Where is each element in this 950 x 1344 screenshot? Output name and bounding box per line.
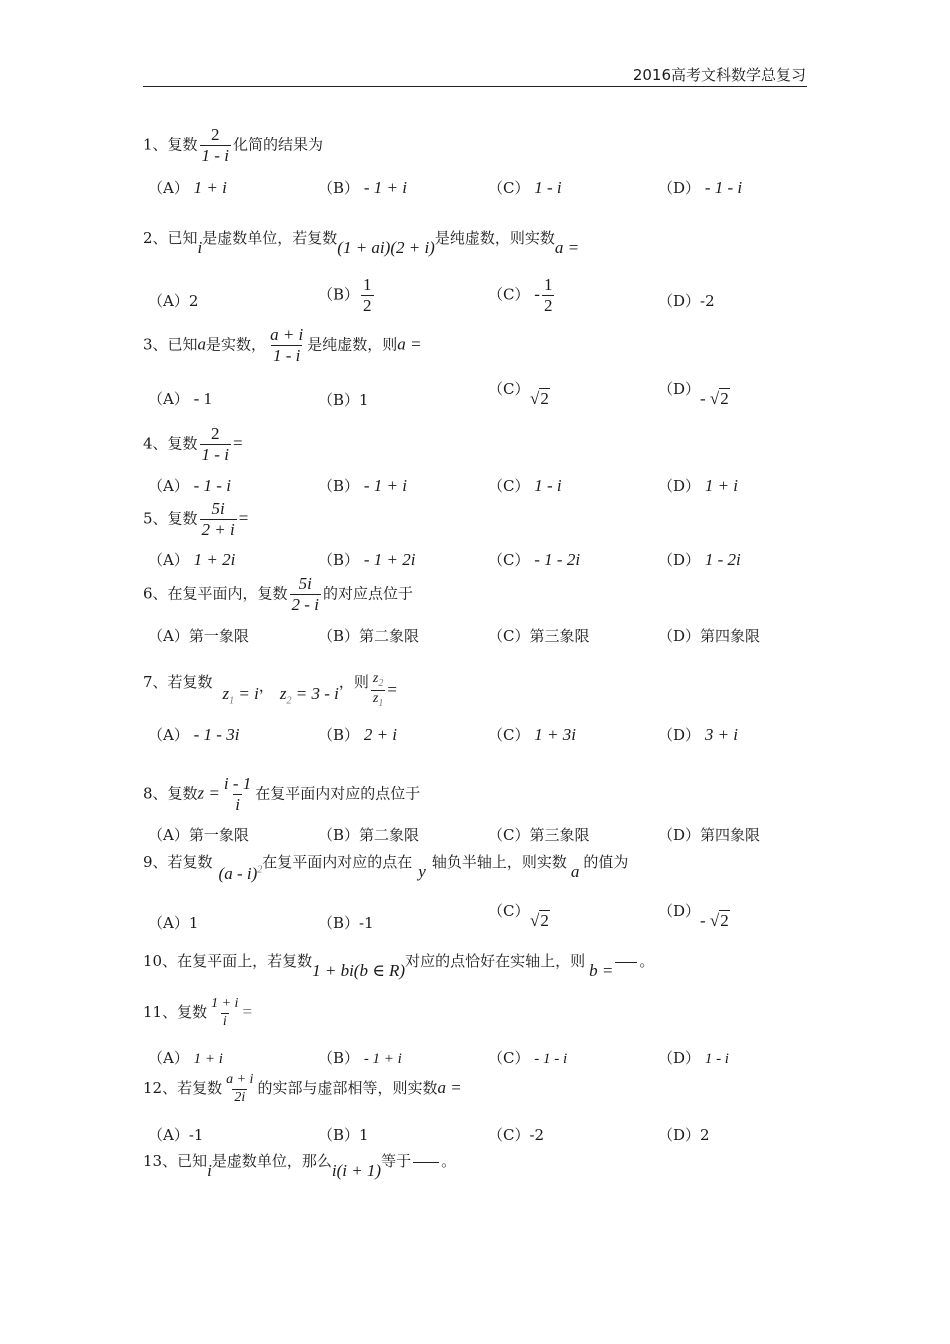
option-letter: （A）	[148, 292, 189, 310]
variable: i	[207, 1161, 212, 1180]
option-letter: （D）	[658, 1126, 701, 1144]
option-a[interactable]	[148, 177, 227, 198]
option-letter: （A）	[148, 390, 189, 408]
z2-expression	[279, 683, 339, 707]
option-c[interactable]	[488, 1047, 567, 1068]
option-c[interactable]	[488, 724, 576, 745]
variable: a	[570, 862, 580, 881]
option-letter: （C）	[488, 380, 530, 398]
option-a[interactable]	[148, 1047, 223, 1068]
option-a[interactable]	[148, 625, 249, 646]
question-1	[143, 126, 323, 165]
math-expression: a =	[397, 334, 422, 354]
variable: z	[372, 671, 379, 686]
option-letter: （C）	[488, 179, 530, 197]
option-value: 第三象限	[529, 826, 590, 844]
denominator: 1 - i	[201, 444, 229, 464]
option-d[interactable]	[658, 1047, 729, 1068]
numerator: a + i	[226, 1072, 254, 1087]
option-a[interactable]	[148, 388, 212, 409]
question-12	[143, 1073, 462, 1105]
question-label: 4、复数	[143, 434, 198, 453]
option-letter: （C）	[488, 551, 530, 569]
subscript: 2	[378, 677, 384, 689]
option-value: 第四象限	[700, 826, 761, 844]
math-expression: (1 + ai)(2 + i)	[337, 238, 435, 257]
fraction	[268, 326, 305, 365]
option-c[interactable]	[488, 378, 529, 399]
fraction	[224, 1073, 255, 1105]
option-value: 1 - i	[534, 178, 562, 197]
equals-sign: =	[238, 508, 249, 528]
option-value: 3 + i	[704, 725, 739, 744]
option-a[interactable]	[148, 1124, 203, 1145]
question-7	[143, 664, 397, 710]
option-a[interactable]	[148, 824, 249, 845]
option-value: - 1 - i	[534, 1051, 568, 1067]
fraction	[290, 575, 321, 614]
minus-sign: -	[534, 284, 540, 304]
question-label: 2、已知	[143, 229, 198, 247]
question-text: 在复平面内对应的点在	[262, 853, 413, 871]
base-expression: (a - i)	[218, 864, 258, 883]
question-label: 1、复数	[143, 135, 198, 154]
option-value: 1 + i	[704, 476, 739, 495]
question-label: 12、若复数	[143, 1079, 223, 1098]
option-value: 1	[188, 914, 199, 932]
question-text: 是实数，	[206, 335, 267, 354]
equals-sign: =	[232, 433, 243, 453]
option-c[interactable]	[488, 549, 580, 570]
math-expression: = 3 - i	[295, 683, 339, 703]
math-expression: b =	[589, 961, 614, 980]
answer-blank[interactable]	[413, 1162, 439, 1163]
fraction	[542, 276, 555, 315]
fraction	[361, 276, 374, 315]
option-letter: （C）	[488, 627, 530, 645]
math-expression: i(i + 1)	[331, 1161, 382, 1180]
option-letter: （D）	[658, 551, 701, 569]
question-label: 5、复数	[143, 509, 198, 528]
numerator: 2	[210, 424, 220, 443]
option-b[interactable]	[318, 549, 415, 570]
math-expression: z =	[197, 783, 220, 803]
denominator: 1 - i	[272, 345, 301, 365]
equals-sign: =	[242, 1002, 253, 1022]
option-letter: （B）	[318, 391, 360, 409]
option-c[interactable]	[488, 824, 590, 845]
equals-sign: =	[387, 679, 397, 699]
denominator: i	[235, 794, 240, 814]
page-header-title: 2016高考文科数学总复习	[632, 66, 806, 84]
option-value: -1	[188, 1126, 204, 1144]
option-letter: （D）	[658, 380, 701, 398]
option-letter: （B）	[318, 1126, 360, 1144]
option-c[interactable]	[488, 1124, 544, 1145]
option-b[interactable]	[318, 1124, 369, 1145]
variable: i	[197, 238, 203, 257]
option-b[interactable]	[318, 912, 374, 933]
question-13	[143, 1150, 457, 1180]
math-expression: = i	[238, 683, 259, 703]
option-letter: （D）	[658, 902, 701, 920]
subscript: 1	[378, 698, 384, 710]
option-b[interactable]	[318, 276, 376, 315]
option-d[interactable]	[658, 290, 715, 311]
fraction	[209, 997, 240, 1029]
option-a[interactable]	[148, 475, 231, 496]
option-value: 1 + 3i	[534, 725, 576, 744]
question-10	[143, 950, 655, 980]
option-letter: （C）	[488, 902, 530, 920]
question-11	[143, 997, 252, 1029]
option-letter: （B）	[318, 285, 360, 304]
question-2	[143, 227, 580, 257]
question-6	[143, 575, 413, 614]
option-letter: （A）	[148, 627, 189, 645]
numerator: 5i	[298, 574, 312, 593]
math-expression	[219, 864, 263, 883]
minus-sign: -	[700, 911, 706, 930]
option-value: 1 - 2i	[704, 550, 741, 569]
option-b[interactable]	[318, 824, 419, 845]
numerator: i - 1	[223, 774, 252, 793]
numerator: 1	[363, 275, 372, 294]
sqrt-expression: √2	[530, 389, 549, 408]
question-label: 10、在复平面上，若复数	[143, 952, 313, 970]
option-value: - 1 - 2i	[534, 550, 581, 569]
option-letter: （C）	[488, 285, 530, 304]
variable: z	[372, 691, 379, 707]
option-letter: （D）	[658, 1049, 701, 1067]
question-text: 是虚数单位，若复数	[202, 229, 338, 247]
option-d[interactable]	[658, 1124, 710, 1145]
option-letter: （C）	[488, 1126, 530, 1144]
answer-blank[interactable]	[615, 962, 637, 963]
option-letter: （A）	[148, 826, 189, 844]
fraction	[371, 672, 385, 710]
denominator: 2	[363, 295, 372, 315]
option-letter: （B）	[318, 914, 360, 932]
option-d[interactable]	[658, 177, 742, 198]
option-a[interactable]	[148, 724, 239, 745]
denominator: 2	[543, 295, 553, 315]
option-letter: （D）	[658, 726, 701, 744]
option-value: 第一象限	[188, 627, 249, 645]
option-letter: （B）	[318, 477, 360, 495]
option-letter: （D）	[658, 826, 701, 844]
option-value: - 1 + i	[363, 476, 407, 495]
option-letter: （A）	[148, 1049, 189, 1067]
denominator: 2i	[234, 1089, 246, 1105]
numerator: 2	[210, 125, 220, 144]
question-5	[143, 500, 248, 539]
sqrt-expression: √2	[530, 911, 549, 930]
option-c[interactable]	[488, 276, 556, 315]
option-letter: （A）	[148, 914, 189, 932]
option-c[interactable]	[488, 475, 562, 496]
option-letter: （D）	[658, 477, 701, 495]
option-letter: （A）	[148, 179, 189, 197]
option-value: 第四象限	[700, 627, 761, 645]
option-value: 第一象限	[188, 826, 249, 844]
option-letter: （B）	[318, 826, 360, 844]
option-value: -2	[529, 1126, 545, 1144]
option-value: 1 + 2i	[193, 550, 236, 569]
question-label: 8、复数	[143, 784, 198, 803]
minus-sign: -	[700, 389, 706, 408]
math-expression: 1 + bi(b ∈ R)	[312, 961, 406, 980]
option-a[interactable]	[148, 912, 198, 933]
option-value: - 1	[193, 389, 213, 408]
z1-expression	[222, 683, 259, 707]
option-value: 第三象限	[529, 627, 590, 645]
separator: ，	[258, 676, 274, 695]
denominator: 1 - i	[201, 145, 229, 165]
option-b[interactable]	[318, 724, 397, 745]
option-letter: （B）	[318, 1049, 360, 1067]
denominator: i	[222, 1013, 227, 1029]
sqrt-expression: - √2	[700, 911, 729, 930]
option-value: 1 + i	[193, 178, 227, 197]
option-letter: （A）	[148, 1126, 189, 1144]
radicand: 2	[540, 911, 549, 930]
option-d[interactable]	[658, 824, 760, 845]
subscript: 1	[229, 695, 235, 707]
variable: z	[279, 683, 287, 703]
option-value: - 1 + i	[363, 1051, 402, 1067]
option-letter: （A）	[148, 551, 189, 569]
question-label: 9、若复数	[143, 853, 213, 871]
option-value: - 1 - i	[704, 178, 743, 197]
option-letter: （C）	[488, 1049, 530, 1067]
option-value: 1	[359, 1126, 369, 1144]
fraction	[200, 425, 231, 464]
question-label: 13、已知	[143, 1152, 208, 1170]
option-value: -1	[359, 914, 374, 932]
math-expression: a =	[437, 1078, 462, 1098]
option-value: - 1 + i	[363, 178, 407, 197]
option-value: 2	[700, 1126, 710, 1144]
option-letter: （C）	[488, 477, 530, 495]
question-tail: 的值为	[583, 853, 629, 871]
option-value: - 1 - 3i	[193, 725, 240, 744]
option-value: 1 - i	[704, 1051, 729, 1067]
numerator: 1 + i	[211, 996, 239, 1011]
question-text: 是纯虚数，则	[307, 335, 398, 354]
option-value: 1 + i	[193, 1051, 223, 1067]
option-b[interactable]	[318, 389, 369, 410]
option-d[interactable]	[658, 549, 741, 570]
denominator: 2 + i	[201, 519, 235, 539]
question-label: 11、复数	[143, 1003, 208, 1022]
option-letter: （C）	[488, 726, 530, 744]
option-a[interactable]	[148, 290, 198, 311]
radicand: 2	[720, 389, 729, 408]
option-value: 第二象限	[359, 627, 420, 645]
period: 。	[441, 1152, 457, 1170]
fraction	[200, 126, 231, 165]
numerator: a + i	[270, 325, 304, 344]
question-text: ，则	[338, 672, 369, 691]
option-b[interactable]	[318, 177, 407, 198]
question-label: 3、已知	[143, 335, 198, 354]
option-d[interactable]	[658, 900, 700, 921]
exponent: 2	[257, 864, 263, 876]
fraction	[222, 775, 253, 814]
option-d[interactable]	[658, 724, 738, 745]
question-text: 轴负半轴上，则实数	[431, 853, 567, 871]
option-value: 1	[359, 391, 369, 409]
option-value: 1 - i	[534, 476, 562, 495]
question-tail: 化简的结果为	[232, 135, 323, 154]
subscript: 2	[286, 695, 292, 707]
option-value: -2	[700, 292, 715, 310]
option-c[interactable]	[488, 900, 529, 921]
option-letter: （B）	[318, 726, 360, 744]
radicand: 2	[720, 911, 729, 930]
radicand: 2	[540, 389, 549, 408]
variable: y	[418, 862, 426, 881]
numerator	[371, 672, 385, 690]
option-b[interactable]	[318, 625, 419, 646]
option-value: - 1 - i	[193, 476, 231, 495]
fraction	[200, 500, 237, 539]
option-value: 2 + i	[363, 725, 398, 744]
numerator: 1	[543, 275, 553, 294]
question-text: 是纯虚数，则实数	[434, 229, 555, 247]
option-letter: （B）	[318, 551, 360, 569]
variable: z	[222, 683, 230, 703]
question-text: 对应的点恰好在实轴上，则	[405, 952, 586, 970]
question-8	[143, 775, 420, 814]
question-9	[143, 851, 629, 883]
option-letter: （B）	[318, 179, 360, 197]
option-b[interactable]	[318, 1047, 402, 1068]
question-4	[143, 425, 243, 464]
question-3	[143, 326, 422, 365]
option-letter: （D）	[658, 179, 701, 197]
question-text: 的实部与虚部相等，则实数	[257, 1079, 438, 1098]
option-b[interactable]	[318, 475, 407, 496]
option-letter: （A）	[148, 477, 189, 495]
option-letter: （A）	[148, 726, 189, 744]
option-letter: （D）	[658, 292, 701, 310]
option-c[interactable]	[488, 177, 562, 198]
option-a[interactable]	[148, 549, 235, 570]
header-rule	[143, 86, 807, 87]
option-letter: （C）	[488, 826, 530, 844]
denominator: 2 - i	[291, 594, 319, 614]
option-letter: （D）	[658, 627, 701, 645]
question-text: 等于	[381, 1152, 412, 1170]
option-d[interactable]	[658, 475, 738, 496]
option-d[interactable]	[658, 625, 760, 646]
variable: a	[197, 334, 207, 354]
denominator	[371, 690, 385, 709]
math-expression: a =	[554, 238, 580, 257]
question-tail: 的对应点位于	[322, 584, 413, 603]
option-value: - 1 + 2i	[363, 550, 416, 569]
option-value: 2	[188, 292, 199, 310]
question-label: 6、在复平面内，复数	[143, 584, 288, 603]
question-label: 7、若复数	[143, 672, 213, 691]
question-tail: 在复平面内对应的点位于	[255, 784, 421, 803]
period: 。	[639, 952, 655, 970]
option-value: 第二象限	[359, 826, 420, 844]
option-c[interactable]	[488, 625, 590, 646]
option-d[interactable]	[658, 378, 700, 399]
numerator: 5i	[211, 499, 225, 518]
option-letter: （B）	[318, 627, 360, 645]
question-text: 是虚数单位，那么	[211, 1152, 332, 1170]
sqrt-expression: - √2	[700, 389, 729, 408]
